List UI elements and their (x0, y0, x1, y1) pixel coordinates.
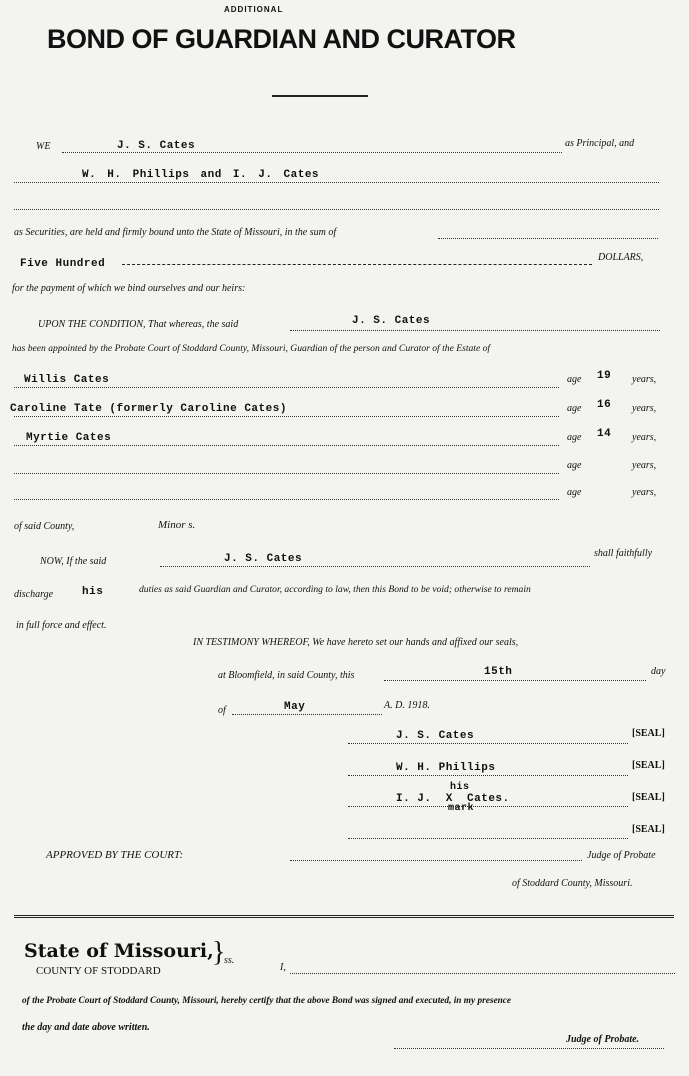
minor-name: Willis Cates (24, 374, 110, 386)
age-label: age (567, 487, 582, 498)
day-line (384, 680, 646, 681)
years-label: years, (632, 432, 657, 443)
minor-line (14, 499, 559, 500)
approved-label: APPROVED BY THE COURT: (46, 849, 184, 861)
amount-dashes (122, 264, 592, 265)
minor-line (14, 416, 559, 417)
section-divider (14, 915, 674, 918)
brace-glyph: } (212, 937, 226, 968)
certificate-judge-line (394, 1048, 664, 1049)
ss-label: ss. (224, 955, 235, 966)
additional-label: ADDITIONAL (224, 5, 284, 14)
testimony-text: IN TESTIMONY WHEREOF, We have hereto set our hands and affixed our seals, (193, 637, 519, 648)
seal-label: [SEAL] (632, 792, 665, 803)
years-label: years, (632, 487, 657, 498)
dollars-label: DOLLARS, (598, 252, 644, 263)
i-label: I, (280, 962, 286, 973)
amount: Five Hundred (20, 258, 106, 270)
payment-text: for the payment of which we bind ourselves and our heirs: (12, 283, 246, 294)
of-said-county-label: of said County, (14, 521, 75, 532)
his-mark-below: mark (448, 803, 475, 814)
principal-name: J. S. Cates (117, 140, 196, 152)
i-line (290, 973, 675, 974)
approval-county: of Stoddard County, Missouri. (512, 878, 633, 889)
signature-line (348, 743, 628, 744)
condition-label: UPON THE CONDITION, That whereas, the said (38, 319, 239, 330)
securities-names: W. H. Phillips and I. J. Cates (82, 169, 320, 181)
county-of-stoddard: COUNTY OF STODDARD (36, 965, 161, 977)
now-name: J. S. Cates (224, 553, 303, 565)
minor-age: 16 (597, 399, 612, 411)
minors-label: Minor s. (158, 519, 196, 531)
signature-name: J. S. Cates (396, 730, 475, 742)
minor-name: Myrtie Cates (26, 432, 112, 444)
month-line (232, 714, 382, 715)
age-label: age (567, 460, 582, 471)
sum-line (438, 238, 658, 239)
guardian-name: J. S. Cates (352, 315, 431, 327)
seal-label: [SEAL] (632, 728, 665, 739)
his-mark-above: his (450, 782, 470, 793)
judge-line (290, 860, 582, 861)
signature-name: I. J. X Cates. (396, 793, 510, 805)
minor-line (14, 473, 559, 474)
document-title: BOND OF GUARDIAN AND CURATOR (47, 24, 516, 54)
of-label: of (218, 705, 226, 716)
minor-line (14, 445, 559, 446)
certificate-text-1: of the Probate Court of Stoddard County, Missouri, hereby certify that the above Bond was signed and executed, in my presence (22, 996, 512, 1006)
his-value: his (82, 586, 104, 598)
guardian-line (290, 330, 660, 331)
we-label: WE (36, 141, 51, 152)
age-label: age (567, 432, 582, 443)
as-principal-label: as Principal, and (565, 138, 635, 149)
seal-label: [SEAL] (632, 824, 665, 835)
full-force-text: in full force and effect. (16, 620, 107, 631)
approval-judge: Judge of Probate (587, 850, 656, 861)
at-bloomfield-text: at Bloomfield, in said County, this (218, 670, 355, 681)
principal-line (62, 152, 562, 153)
ad-label: A. D. 1918. (384, 700, 430, 711)
duties-text: duties as said Guardian and Curator, according to law, then this Bond to be void; otherwise to remain (139, 584, 531, 595)
appointed-text: has been appointed by the Probate Court of Stoddard County, Missouri, Guardian of the person and Curator of the Estate of (12, 343, 491, 354)
certificate-text-2: the day and date above written. (22, 1022, 150, 1033)
month-value: May (284, 701, 306, 713)
years-label: years, (632, 374, 657, 385)
blank-line-1 (14, 209, 659, 210)
years-label: years, (632, 460, 657, 471)
signature-line (348, 775, 628, 776)
minor-name: Caroline Tate (formerly Caroline Cates) (10, 403, 287, 415)
shall-faithfully-label: shall faithfully (594, 548, 653, 559)
signature-line (348, 806, 628, 807)
minor-line (14, 387, 559, 388)
minor-age: 19 (597, 370, 612, 382)
discharge-label: discharge (14, 589, 54, 600)
day-label: day (651, 666, 666, 677)
state-title: State of Missouri, (24, 940, 214, 962)
age-label: age (567, 374, 582, 385)
signature-line (348, 838, 628, 839)
day-value: 15th (484, 666, 513, 678)
title-rule (272, 95, 368, 97)
securities-line (14, 182, 659, 183)
seal-label: [SEAL] (632, 760, 665, 771)
years-label: years, (632, 403, 657, 414)
minor-age: 14 (597, 428, 612, 440)
now-if-label: NOW, If the said (40, 556, 107, 567)
certificate-judge: Judge of Probate. (566, 1034, 640, 1045)
age-label: age (567, 403, 582, 414)
securities-text: as Securities, are held and firmly bound unto the State of Missouri, in the sum of (14, 227, 337, 238)
now-line (160, 566, 590, 567)
signature-name: W. H. Phillips (396, 762, 496, 774)
